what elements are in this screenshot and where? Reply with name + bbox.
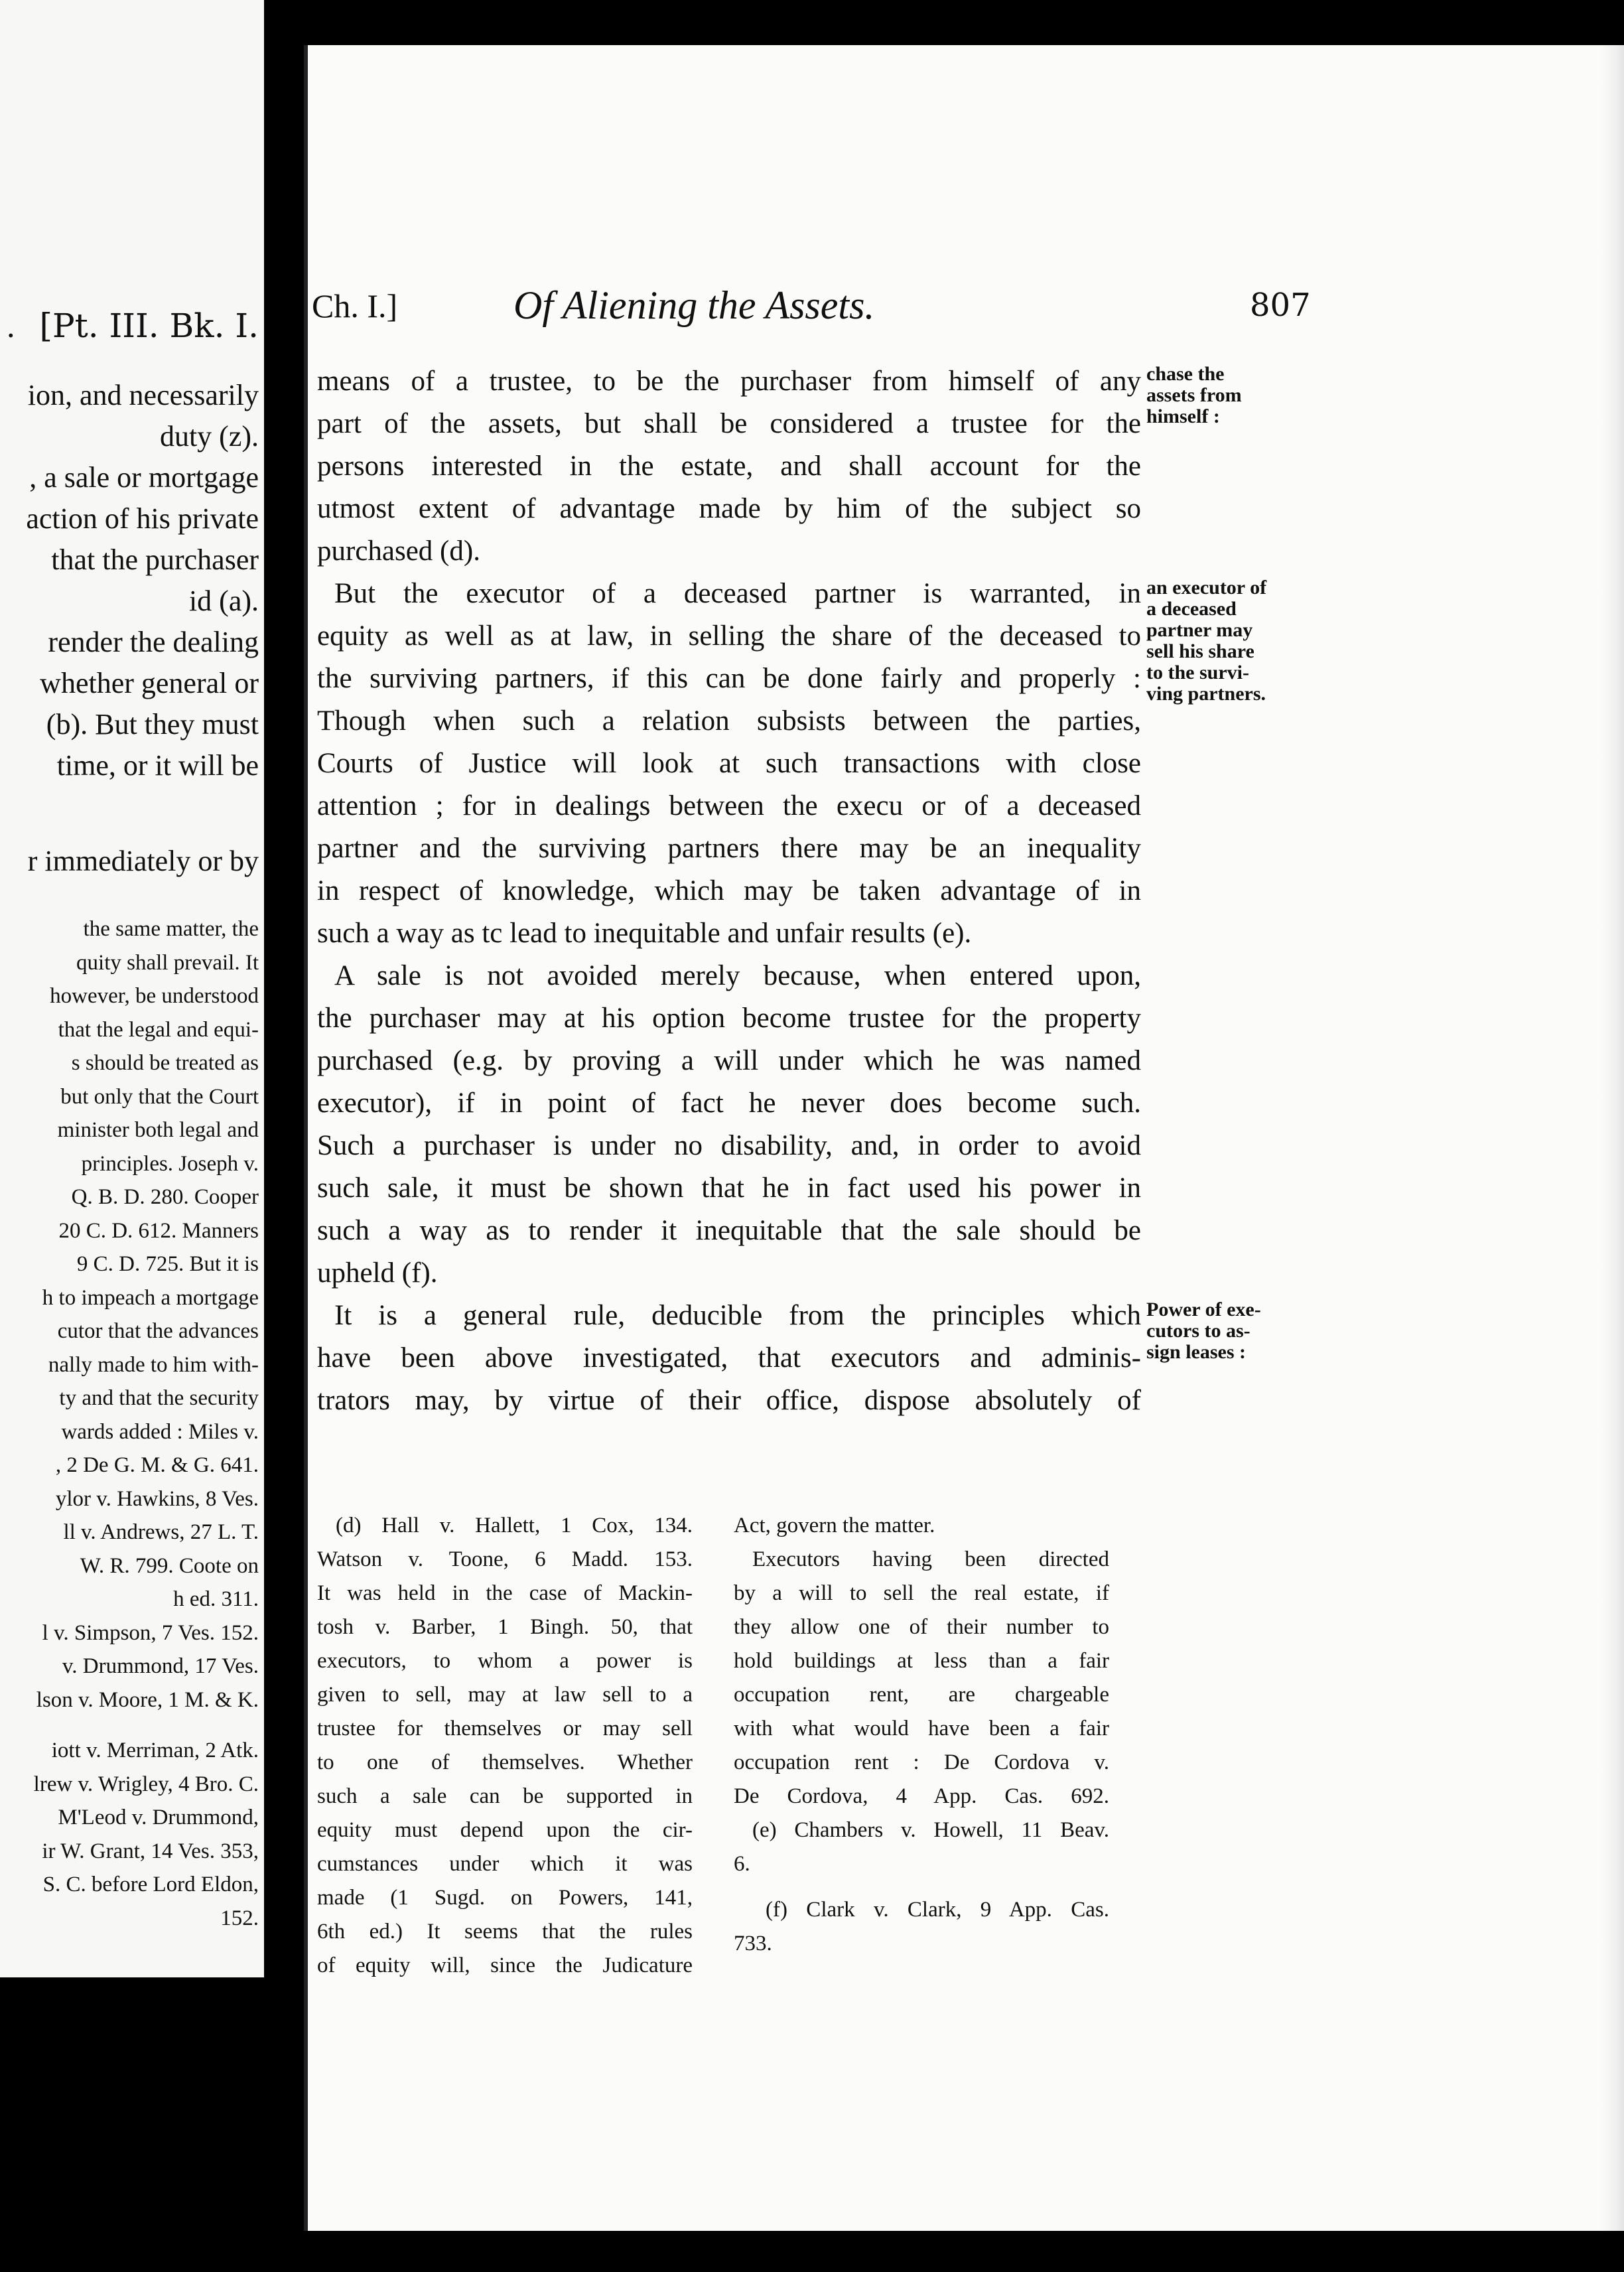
footnote-line: executors, to whom a power is (317, 1650, 693, 1673)
footnote-line: to one of themselves. Whether (317, 1752, 693, 1774)
footnote-line: occupation rent, are chargeable (734, 1684, 1109, 1707)
left-footnote-line: however, be understood (50, 984, 259, 1008)
margin-note (1146, 364, 1312, 427)
left-body-line: render the dealing (48, 626, 259, 658)
body-line: trators may, by virtue of their office, dispose absolutely of (317, 1386, 1141, 1416)
body-line: utmost extent of advantage made by him of the subject so (317, 494, 1141, 524)
body-line: upheld (f). (317, 1257, 438, 1289)
footnote-line: cumstances under which it was (317, 1853, 693, 1876)
left-footnote-line: that the legal and equi- (58, 1017, 259, 1042)
body-line: partner and the surviving partners there may be an inequality (317, 834, 1141, 864)
left-footnote-line: the same matter, the (83, 917, 259, 941)
left-footnote-line: ty and that the security (59, 1386, 259, 1410)
margin-note-line: partner may (1146, 619, 1253, 641)
left-body-line: r immediately or by (27, 845, 259, 877)
body-line: purchased (d). (317, 535, 480, 567)
footnote-line: trustee for themselves or may sell (317, 1718, 693, 1740)
footnote-line: tosh v. Barber, 1 Bingh. 50, that (317, 1616, 693, 1639)
left-body-line: whether general or (40, 667, 259, 699)
left-body-line: id (a). (188, 585, 259, 617)
body-line: means of a trustee, to be the purchaser from himself of any (317, 367, 1141, 397)
body-line: Though when such a relation subsists between the parties, (317, 707, 1141, 737)
body-line: such sale, it must be shown that he in fact used his power in (317, 1174, 1141, 1204)
left-footnote-line: W. R. 799. Coote on (80, 1553, 259, 1578)
body-line: A sale is not avoided merely because, when entered upon, (334, 961, 1141, 991)
left-body-line: action of his private (26, 502, 259, 535)
body-line: in respect of knowledge, which may be taken advantage of in (317, 877, 1141, 906)
left-footnote-line: 20 C. D. 612. Manners (58, 1218, 259, 1243)
left-footnote-line: but only that the Court (60, 1084, 259, 1109)
footnote-line: such a sale can be supported in (317, 1786, 693, 1808)
left-footnote-line: M'Leod v. Drummond, (58, 1806, 259, 1829)
body-line: have been above investigated, that executors and adminis- (317, 1344, 1141, 1374)
body-line: But the executor of a deceased partner is warranted, in (334, 579, 1141, 609)
footnote-line: of equity will, since the Judicature (317, 1955, 693, 1977)
body-line: purchased (e.g. by proving a will under which he was named (317, 1046, 1141, 1076)
body-line: Such a purchaser is under no disability, and, in order to avoid (317, 1131, 1141, 1161)
footnote-line: 6. (734, 1852, 750, 1876)
footnote-line: (d) Hall v. Hallett, 1 Cox, 134. (336, 1515, 693, 1537)
footnote-line: they allow one of their number to (734, 1616, 1109, 1639)
left-footnote-line: 9 C. D. 725. But it is (76, 1252, 259, 1276)
margin-note-line: Power of exe- (1146, 1299, 1261, 1320)
left-body-line: duty (z). (159, 420, 259, 453)
footnote-line: (f) Clark v. Clark, 9 App. Cas. (766, 1899, 1109, 1922)
left-footnote-line: nally made to him with- (48, 1352, 259, 1377)
left-footnote-line: cutor that the advances (57, 1319, 259, 1343)
left-footnote-line: lson v. Moore, 1 M. & K. (36, 1687, 259, 1712)
footnote-line: occupation rent : De Cordova v. (734, 1752, 1109, 1774)
margin-note-line: sell his share (1146, 640, 1254, 662)
margin-note-line: cutors to as- (1146, 1320, 1251, 1342)
body-line: the purchaser may at his option become trustee for the property (317, 1004, 1141, 1034)
body-line: the surviving partners, if this can be done fairly and properly : (317, 664, 1141, 694)
margin-note (1146, 577, 1312, 705)
left-footnote-line: ll v. Andrews, 27 L. T. (63, 1520, 259, 1544)
footnote-line: equity must depend upon the cir- (317, 1819, 693, 1842)
body-line: part of the assets, but shall be considered a trustee for the (317, 409, 1141, 439)
left-footnote-line: principles. Joseph v. (81, 1151, 259, 1176)
left-footnote-line: s should be treated as (71, 1051, 259, 1075)
body-line: such a way as tc lead to inequitable and unfair results (e). (317, 918, 972, 949)
body-line: such a way as to render it inequitable that the sale should be (317, 1216, 1141, 1246)
right-page (304, 45, 1624, 2231)
left-body-line: (b). But they must (46, 708, 259, 741)
left-body-line: time, or it will be (56, 749, 259, 782)
page-title: Of Aliening the Assets. (513, 283, 875, 327)
footnote-line: Watson v. Toone, 6 Madd. 153. (317, 1549, 693, 1571)
left-footnote-line: ylor v. Hawkins, 8 Ves. (55, 1486, 259, 1511)
margin-note-line: ving partners. (1146, 683, 1266, 705)
left-footnote-line: 152. (220, 1906, 259, 1930)
body-line: It is a general rule, deducible from the principles which (334, 1301, 1141, 1331)
body-line: Courts of Justice will look at such transactions with close (317, 749, 1141, 779)
left-footnote-line: h ed. 311. (173, 1587, 259, 1611)
page-number: 807 (1250, 287, 1311, 324)
page-edge-shadow (1601, 45, 1624, 2231)
left-running-head: [Pt. III. Bk. I. (39, 307, 259, 345)
margin-note-line: to the survi- (1146, 662, 1249, 683)
running-head (308, 283, 1624, 336)
left-body-line: , a sale or mortgage (29, 461, 259, 494)
margin-note-line: a deceased (1146, 598, 1237, 620)
left-footnote-line: v. Drummond, 17 Ves. (62, 1654, 259, 1678)
footnote-line: given to sell, may at law sell to a (317, 1684, 693, 1707)
chapter-label: Ch. I.] (312, 287, 398, 324)
left-footnote-line: ir W. Grant, 14 Ves. 353, (42, 1839, 259, 1863)
left-footnote-line: quity shall prevail. It (76, 950, 259, 975)
margin-note (1146, 1299, 1312, 1363)
footnote-line: (e) Chambers v. Howell, 11 Beav. (752, 1819, 1109, 1842)
left-footnote-line: S. C. before Lord Eldon, (42, 1873, 259, 1896)
left-page-fragment (0, 0, 264, 1977)
left-body-line: ion, and necessarily (27, 379, 259, 411)
margin-note-line: assets from (1146, 384, 1242, 406)
footnote-line: with what would have been a fair (734, 1718, 1109, 1740)
left-footnote-line: lrew v. Wrigley, 4 Bro. C. (33, 1772, 259, 1796)
footnote-line: De Cordova, 4 App. Cas. 692. (734, 1786, 1109, 1808)
footnote-line: made (1 Sugd. on Powers, 141, (317, 1887, 693, 1910)
body-line: attention ; for in dealings between the execu or of a deceased (317, 792, 1141, 821)
footnote-line: Act, govern the matter. (734, 1514, 935, 1537)
footnote-line: hold buildings at less than a fair (734, 1650, 1109, 1673)
left-footnote-line: , 2 De G. M. & G. 641. (55, 1453, 259, 1477)
left-header-dot: . (7, 307, 15, 344)
margin-note-line: an executor of (1146, 577, 1267, 599)
left-footnote-line: h to impeach a mortgage (42, 1285, 259, 1310)
footnote-line: It was held in the case of Mackin- (317, 1583, 693, 1605)
margin-note-line: chase the (1146, 363, 1225, 385)
footnote-line: Executors having been directed (752, 1549, 1109, 1571)
footnote-line: 733. (734, 1932, 772, 1955)
left-body-line: that the purchaser (51, 543, 259, 576)
left-footnote-line: iott v. Merriman, 2 Atk. (51, 1739, 259, 1762)
margin-note-line: sign leases : (1146, 1341, 1246, 1363)
body-line: persons interested in the estate, and shall account for the (317, 452, 1141, 482)
body-line: equity as well as at law, in selling the share of the deceased to (317, 622, 1141, 652)
footnote-line: by a will to sell the real estate, if (734, 1583, 1109, 1605)
left-footnote-line: Q. B. D. 280. Cooper (71, 1185, 259, 1209)
left-footnote-line: minister both legal and (57, 1118, 259, 1142)
left-footnote-line: l v. Simpson, 7 Ves. 152. (42, 1620, 259, 1645)
body-line: executor), if in point of fact he never does become such. (317, 1089, 1141, 1119)
left-footnote-line: wards added : Miles v. (61, 1419, 259, 1444)
margin-note-line: himself : (1146, 405, 1220, 427)
footnote-line: 6th ed.) It seems that the rules (317, 1921, 693, 1944)
